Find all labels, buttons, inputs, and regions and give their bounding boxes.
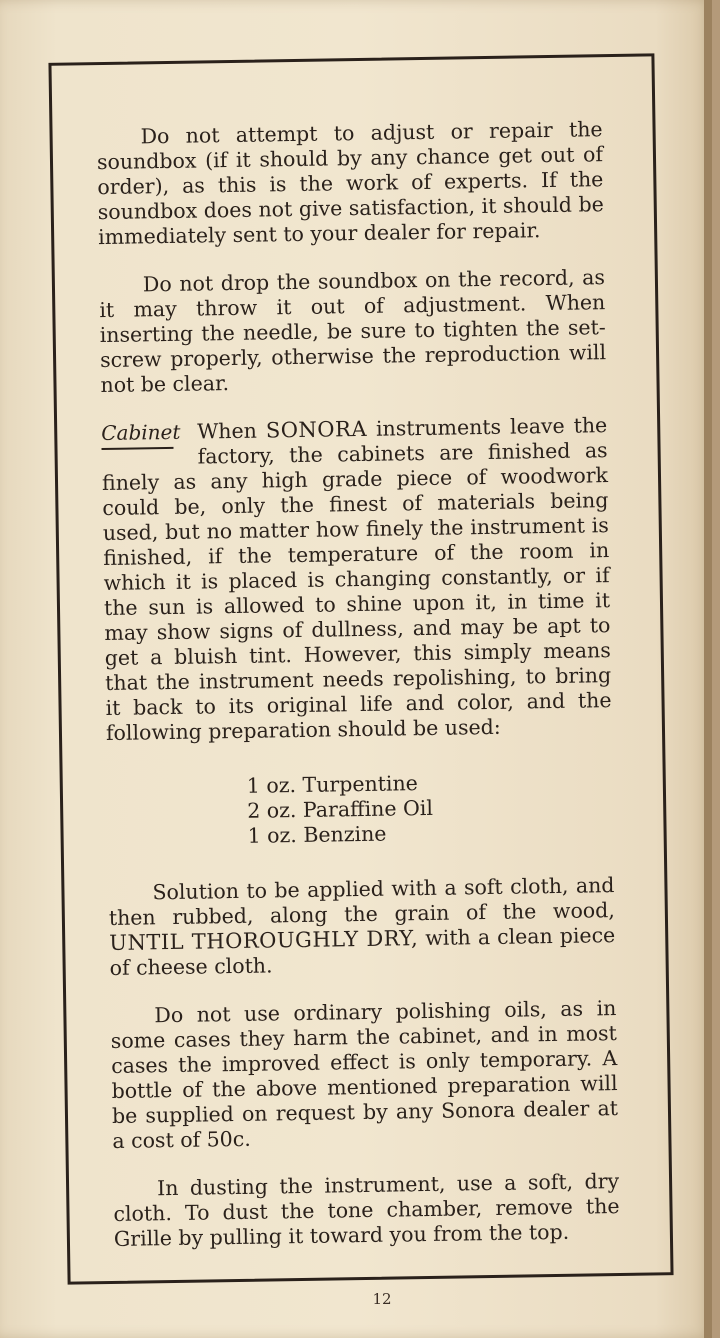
paragraph-polishing-oils: Do not use ordinary polishing oils, as in some cases they harm the cabinet, and in most cases the improved effect is only temporary. A bottle of the above mentioned preparation will be supplied on request by any Sonora dealer at a cost of 50c. bbox=[110, 996, 619, 1153]
solution-text-after: with a clean piece of cheese cloth. bbox=[109, 923, 616, 980]
solution-emphasis: UNTIL THOROUGHLY DRY, bbox=[109, 926, 419, 955]
recipe-item: 1 oz. Turpentine bbox=[246, 771, 418, 798]
paragraph-solution bbox=[108, 873, 616, 981]
page-border-frame bbox=[48, 53, 673, 1284]
cabinet-heading bbox=[101, 420, 188, 469]
cabinet-heading-underline bbox=[101, 447, 173, 450]
paragraph-soundbox-drop: Do not drop the soundbox on the record, as it may throw it out of adjustment. When inserting the needle, be sure to tighten the set-screw properly, otherwise the reproduction will not be clear. bbox=[99, 265, 607, 398]
page-text-block bbox=[96, 117, 620, 1275]
brand-name: SONORA bbox=[265, 416, 368, 443]
cabinet-body-text: instruments leave the factory, the cabinets are finished as finely as any high grade piece of woodwork could be, only the finest of materials being used, but no matter how finely the instrument is finished, if the temperature of the room in which it is placed is changing constantly, or if the sun is allowed to shine upon it, in time it may show signs of dullness, and may be apt to get a bluish tint. However, this simply means that the instrument needs repolishing, to bring it back to its original life and color, and the following preparation should be used: bbox=[101, 413, 612, 746]
recipe-item: 1 oz. Benzine bbox=[247, 821, 387, 848]
paragraph-soundbox-repair: Do not attempt to adjust or repair the soundbox (if it should by any chance get out of order), as this is the work of experts. If the soundbox does not give satisfaction, it should be immediately sent to your dealer for repair. bbox=[96, 117, 604, 250]
recipe-list bbox=[107, 768, 614, 851]
recipe-item: 2 oz. Paraffine Oil bbox=[247, 795, 434, 823]
page-edge bbox=[704, 0, 712, 1338]
solution-text-before: Solution to be applied with a soft cloth, and then rubbed, along the grain of the wood, bbox=[108, 873, 616, 930]
page-number: 12 bbox=[372, 1290, 392, 1308]
cabinet-lead-word: When bbox=[197, 418, 258, 444]
cabinet-heading-label: Cabinet bbox=[101, 419, 181, 446]
paragraph-cabinet bbox=[101, 413, 612, 746]
paragraph-dusting: In dusting the instrument, use a soft, dry cloth. To dust the tone chamber, remove the Grille by pulling it toward you from the top. bbox=[113, 1169, 620, 1251]
